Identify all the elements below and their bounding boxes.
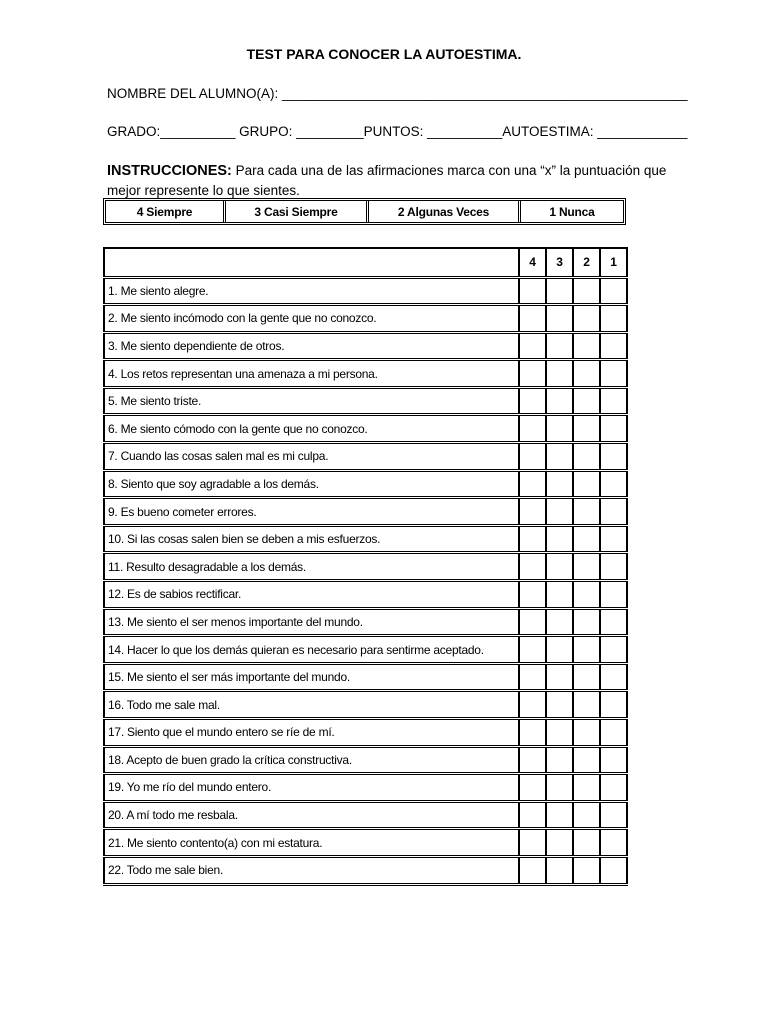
table-header-row xyxy=(104,248,627,277)
answer-box-3[interactable] xyxy=(546,470,573,498)
answer-box-1[interactable] xyxy=(600,525,627,553)
answer-box-4[interactable] xyxy=(519,829,546,857)
answer-box-2[interactable] xyxy=(573,829,600,857)
answer-box-4[interactable] xyxy=(519,498,546,526)
statement-text: 16. Todo me sale mal. xyxy=(104,691,519,719)
statement-text: 2. Me siento incómodo con la gente que no conozco. xyxy=(104,305,519,333)
answer-box-3[interactable] xyxy=(546,360,573,388)
statement-text: 14. Hacer lo que los demás quieran es necesario para sentirme aceptado. xyxy=(104,636,519,664)
instructions-text: Para cada una de las afirmaciones marca con una “x” la puntuación que mejor represente lo que sientes. xyxy=(107,163,667,198)
statement-text: 7. Cuando las cosas salen mal es mi culpa. xyxy=(104,443,519,471)
answer-box-1[interactable] xyxy=(600,498,627,526)
statement-text: 3. Me siento dependiente de otros. xyxy=(104,332,519,360)
statement-text: 6. Me siento cómodo con la gente que no conozco. xyxy=(104,415,519,443)
answer-box-4[interactable] xyxy=(519,553,546,581)
answer-box-2[interactable] xyxy=(573,719,600,747)
answer-box-4[interactable] xyxy=(519,636,546,664)
statement-text: 21. Me siento contento(a) con mi estatura. xyxy=(104,829,519,857)
legend-item-1: 1 Nunca xyxy=(549,204,595,219)
answer-box-3[interactable] xyxy=(546,498,573,526)
legend-item-3: 3 Casi Siempre xyxy=(226,201,369,222)
table-row xyxy=(104,829,627,857)
answer-box-1[interactable] xyxy=(600,856,627,884)
table-row xyxy=(104,719,627,747)
table-row xyxy=(104,553,627,581)
answer-box-2[interactable] xyxy=(573,277,600,305)
answer-box-1[interactable] xyxy=(600,277,627,305)
answer-box-3[interactable] xyxy=(546,277,573,305)
table-row xyxy=(104,636,627,664)
answer-box-3[interactable] xyxy=(546,415,573,443)
questionnaire-table xyxy=(103,247,628,886)
answer-box-2[interactable] xyxy=(573,581,600,609)
answer-box-2[interactable] xyxy=(573,387,600,415)
answer-box-2[interactable] xyxy=(573,553,600,581)
answer-box-1[interactable] xyxy=(600,801,627,829)
statement-text: 20. A mí todo me resbala. xyxy=(104,801,519,829)
table-row xyxy=(104,774,627,802)
table-row xyxy=(104,856,627,884)
answer-box-4[interactable] xyxy=(519,387,546,415)
answer-box-1[interactable] xyxy=(600,829,627,857)
table-row xyxy=(104,443,627,471)
legend-item-2: 2 Algunas Veces xyxy=(369,201,521,222)
table-row xyxy=(104,470,627,498)
statement-text: 12. Es de sabios rectificar. xyxy=(104,581,519,609)
answer-box-1[interactable] xyxy=(600,746,627,774)
score-header-1: 1 xyxy=(600,248,627,277)
table-row xyxy=(104,498,627,526)
answer-box-4[interactable] xyxy=(519,332,546,360)
statement-text: 18. Acepto de buen grado la crítica constructiva. xyxy=(104,746,519,774)
answer-box-1[interactable] xyxy=(600,360,627,388)
answer-box-4[interactable] xyxy=(519,746,546,774)
answer-box-3[interactable] xyxy=(546,801,573,829)
answer-box-2[interactable] xyxy=(573,415,600,443)
answer-box-3[interactable] xyxy=(546,305,573,333)
statement-text: 10. Si las cosas salen bien se deben a mis esfuerzos. xyxy=(104,525,519,553)
answer-box-4[interactable] xyxy=(519,691,546,719)
answer-box-1[interactable] xyxy=(600,636,627,664)
answer-box-3[interactable] xyxy=(546,443,573,471)
answer-box-3[interactable] xyxy=(546,746,573,774)
scale-legend xyxy=(103,198,626,225)
statement-text: 8. Siento que soy agradable a los demás. xyxy=(104,470,519,498)
answer-box-3[interactable] xyxy=(546,608,573,636)
answer-box-2[interactable] xyxy=(573,774,600,802)
answer-box-3[interactable] xyxy=(546,332,573,360)
table-row xyxy=(104,415,627,443)
answer-box-4[interactable] xyxy=(519,608,546,636)
score-header-4: 4 xyxy=(519,248,546,277)
table-row xyxy=(104,691,627,719)
answer-box-1[interactable] xyxy=(600,415,627,443)
answer-box-3[interactable] xyxy=(546,553,573,581)
table-row xyxy=(104,332,627,360)
table-row xyxy=(104,360,627,388)
answer-box-2[interactable] xyxy=(573,470,600,498)
table-row xyxy=(104,746,627,774)
answer-box-3[interactable] xyxy=(546,636,573,664)
header-blank-cell xyxy=(104,248,519,277)
answer-box-4[interactable] xyxy=(519,305,546,333)
answer-box-3[interactable] xyxy=(546,581,573,609)
answer-box-2[interactable] xyxy=(573,746,600,774)
table-row xyxy=(104,663,627,691)
answer-box-2[interactable] xyxy=(573,305,600,333)
answer-box-2[interactable] xyxy=(573,498,600,526)
answer-box-4[interactable] xyxy=(519,719,546,747)
answer-box-3[interactable] xyxy=(546,387,573,415)
answer-box-3[interactable] xyxy=(546,663,573,691)
answer-box-4[interactable] xyxy=(519,801,546,829)
answer-box-1[interactable] xyxy=(600,691,627,719)
answer-box-1[interactable] xyxy=(600,663,627,691)
answer-box-2[interactable] xyxy=(573,443,600,471)
answer-box-3[interactable] xyxy=(546,719,573,747)
statement-text: 4. Los retos representan una amenaza a mi persona. xyxy=(104,360,519,388)
answer-box-1[interactable] xyxy=(600,332,627,360)
table-row xyxy=(104,277,627,305)
answer-box-1[interactable] xyxy=(600,608,627,636)
statement-text: 1. Me siento alegre. xyxy=(104,277,519,305)
answer-box-1[interactable] xyxy=(600,553,627,581)
answer-box-2[interactable] xyxy=(573,608,600,636)
statement-text: 22. Todo me sale bien. xyxy=(104,856,519,884)
answer-box-4[interactable] xyxy=(519,774,546,802)
table-row xyxy=(104,525,627,553)
table-row xyxy=(104,581,627,609)
answer-box-4[interactable] xyxy=(519,663,546,691)
answer-box-4[interactable] xyxy=(519,360,546,388)
instructions xyxy=(107,161,667,200)
answer-box-4[interactable] xyxy=(519,856,546,884)
score-header-3: 3 xyxy=(546,248,573,277)
statement-text: 15. Me siento el ser más importante del mundo. xyxy=(104,663,519,691)
answer-box-2[interactable] xyxy=(573,801,600,829)
document-title: TEST PARA CONOCER LA AUTOESTIMA. xyxy=(246,46,522,62)
answer-box-3[interactable] xyxy=(546,525,573,553)
answer-box-4[interactable] xyxy=(519,581,546,609)
answer-box-2[interactable] xyxy=(573,691,600,719)
answer-box-3[interactable] xyxy=(546,691,573,719)
table-row xyxy=(104,305,627,333)
answer-box-4[interactable] xyxy=(519,277,546,305)
answer-box-1[interactable] xyxy=(600,387,627,415)
student-name-line: NOMBRE DEL ALUMNO(A): ______________________________________________________ xyxy=(107,86,688,101)
table-row xyxy=(104,608,627,636)
answer-box-1[interactable] xyxy=(600,581,627,609)
table-row xyxy=(104,387,627,415)
answer-box-1[interactable] xyxy=(600,719,627,747)
answer-box-3[interactable] xyxy=(546,774,573,802)
statement-text: 13. Me siento el ser menos importante del mundo. xyxy=(104,608,519,636)
answer-box-1[interactable] xyxy=(600,774,627,802)
answer-box-2[interactable] xyxy=(573,332,600,360)
answer-box-4[interactable] xyxy=(519,470,546,498)
instructions-label: INSTRUCCIONES: xyxy=(107,163,232,179)
statement-text: 11. Resulto desagradable a los demás. xyxy=(104,553,519,581)
answer-box-1[interactable] xyxy=(600,443,627,471)
table-row xyxy=(104,801,627,829)
legend-item-4: 4 Siempre xyxy=(106,201,226,222)
answer-box-4[interactable] xyxy=(519,525,546,553)
answer-box-3[interactable] xyxy=(546,856,573,884)
answer-box-2[interactable] xyxy=(573,856,600,884)
grade-group-line: GRADO:__________ GRUPO: _________PUNTOS: __________AUTOESTIMA: ____________ xyxy=(107,124,688,139)
answer-box-1[interactable] xyxy=(600,305,627,333)
answer-box-2[interactable] xyxy=(573,360,600,388)
answer-box-2[interactable] xyxy=(573,525,600,553)
answer-box-2[interactable] xyxy=(573,636,600,664)
answer-box-3[interactable] xyxy=(546,829,573,857)
statement-text: 9. Es bueno cometer errores. xyxy=(104,498,519,526)
answer-box-4[interactable] xyxy=(519,443,546,471)
statement-text: 19. Yo me río del mundo entero. xyxy=(104,774,519,802)
answer-box-1[interactable] xyxy=(600,470,627,498)
score-header-2: 2 xyxy=(573,248,600,277)
answer-box-2[interactable] xyxy=(573,663,600,691)
statement-text: 17. Siento que el mundo entero se ríe de mí. xyxy=(104,719,519,747)
statement-text: 5. Me siento triste. xyxy=(104,387,519,415)
answer-box-4[interactable] xyxy=(519,415,546,443)
